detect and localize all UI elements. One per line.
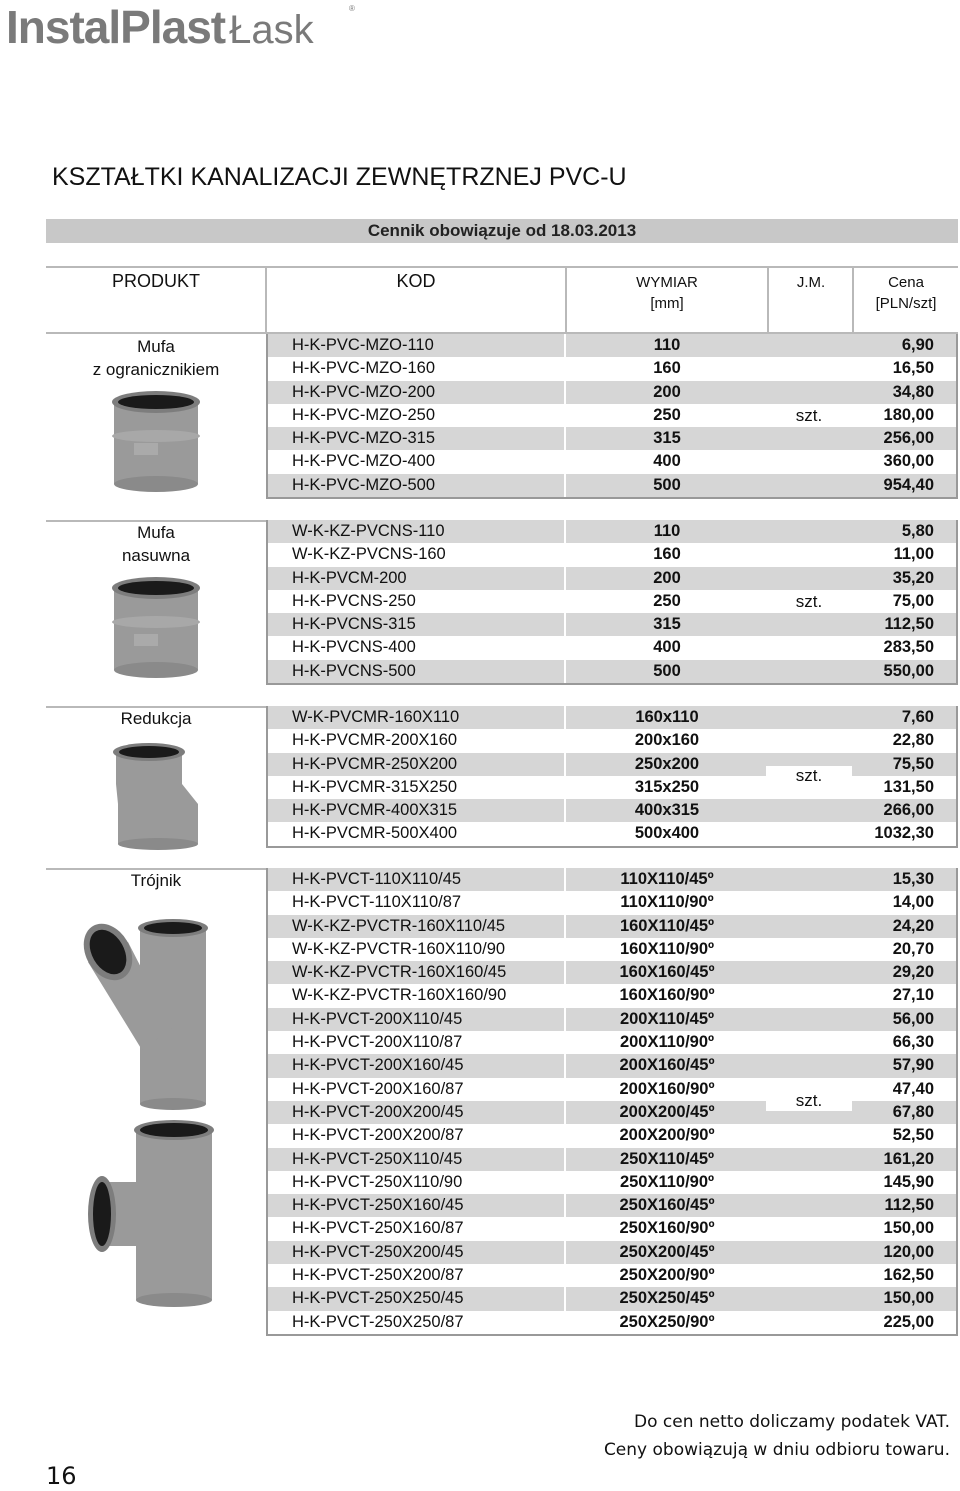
product-price: 27,10 [892, 986, 934, 1005]
logo-city: Łask [229, 8, 314, 52]
product-code: H-K-PVCNS-500 [268, 660, 566, 683]
group-label-line1: Redukcja [120, 709, 192, 728]
table-row [268, 822, 956, 845]
slip-coupling-image [106, 574, 206, 682]
product-price: 1032,30 [874, 824, 934, 843]
table-row [268, 1148, 956, 1171]
product-price: 22,80 [892, 731, 934, 750]
group-bottom-border [266, 1334, 958, 1336]
table-row [268, 357, 956, 380]
table-row [268, 636, 956, 659]
product-code: H-K-PVCT-250X250/87 [268, 1311, 566, 1334]
product-dimension: 500x400 [634, 824, 700, 843]
product-code: H-K-PVCM-200 [268, 567, 566, 590]
product-dimension: 200X160/45º [619, 1056, 715, 1075]
product-code: H-K-PVCT-110X110/45 [268, 868, 566, 891]
product-price: 56,00 [892, 1009, 934, 1028]
unit-cell [768, 799, 854, 822]
table-row [268, 1078, 956, 1101]
product-price: 266,00 [883, 801, 934, 820]
product-dimension: 160X110/90º [619, 939, 715, 958]
product-price: 360,00 [883, 452, 934, 471]
product-dimension: 160X160/90º [619, 986, 715, 1005]
product-code: H-K-PVCT-200X110/87 [268, 1031, 566, 1054]
group-bottom-border [266, 846, 958, 848]
product-dimension: 250X160/45º [619, 1196, 715, 1215]
unit-cell [768, 1124, 854, 1147]
tee-90-image [86, 1110, 226, 1310]
unit-cell [768, 1031, 854, 1054]
table-row [268, 799, 956, 822]
product-price: 162,50 [883, 1266, 934, 1285]
product-code: H-K-PVC-MZO-110 [268, 334, 566, 357]
product-price: 20,70 [892, 939, 934, 958]
unit-cell [768, 427, 854, 450]
footer-validity-note: Ceny obowiązują w dniu odbioru towaru. [603, 1440, 950, 1460]
unit-cell [768, 1008, 854, 1031]
unit-cell [768, 938, 854, 961]
product-code: H-K-PVC-MZO-500 [268, 474, 566, 497]
product-dimension: 110X110/90º [620, 893, 714, 912]
table-row [268, 1054, 956, 1077]
product-price: 161,20 [883, 1149, 934, 1168]
product-price: 283,50 [883, 638, 934, 657]
table-row [268, 984, 956, 1007]
table-row [268, 915, 956, 938]
table-row [268, 474, 956, 497]
product-price: 5,80 [901, 522, 934, 540]
product-code: W-K-KZ-PVCNS-160 [268, 543, 566, 566]
product-code: H-K-PVCNS-400 [268, 636, 566, 659]
coupling-with-stop-image [106, 388, 206, 496]
product-code: H-K-PVCT-250X200/87 [268, 1264, 566, 1287]
table-row [268, 729, 956, 752]
table-row [268, 660, 956, 683]
product-price: 6,90 [901, 336, 934, 354]
header-divider [265, 266, 267, 334]
unit-cell [768, 984, 854, 1007]
product-price: 47,40 [892, 1079, 934, 1098]
group-label [46, 707, 266, 730]
product-dimension: 400 [653, 452, 681, 471]
product-price: 29,20 [892, 963, 934, 982]
unit-cell [768, 520, 854, 543]
product-dimension: 160X160/45º [619, 963, 715, 982]
header-cena: Cena [PLN/szt] [875, 274, 937, 312]
product-dimension: 160x110 [635, 708, 699, 726]
header-wymiar: WYMIAR [mm] [636, 274, 698, 312]
product-dimension: 315 [653, 429, 681, 448]
unit-cell [768, 1194, 854, 1217]
table-row [268, 520, 956, 543]
table-row [268, 381, 956, 404]
product-code: H-K-PVCMR-315X250 [268, 776, 566, 799]
product-price: 66,30 [892, 1033, 934, 1052]
group-label-line1: Mufa [137, 523, 175, 542]
reducer-image [108, 740, 200, 850]
product-dimension: 200 [653, 382, 681, 401]
product-code: W-K-KZ-PVCNS-110 [268, 520, 566, 543]
table-row [268, 1217, 956, 1240]
product-dimension: 250X250/45º [619, 1289, 715, 1308]
unit-cell [768, 660, 854, 683]
product-dimension: 250x200 [634, 754, 700, 773]
product-dimension: 250X200/90º [619, 1266, 715, 1285]
group-rows [266, 334, 958, 497]
product-price: 120,00 [883, 1242, 934, 1261]
unit-cell [768, 961, 854, 984]
product-dimension: 160 [653, 545, 681, 564]
group-rows [266, 868, 958, 1334]
header-produkt: PRODUKT [111, 271, 200, 291]
product-dimension: 500 [653, 661, 681, 680]
product-code: W-K-KZ-PVCTR-160X160/90 [268, 984, 566, 1007]
product-dimension: 200X160/90º [619, 1079, 715, 1098]
unit-label: szt. [766, 766, 852, 786]
product-price: 180,00 [883, 405, 934, 424]
product-price: 15,30 [892, 870, 934, 888]
table-row [268, 450, 956, 473]
unit-cell [768, 1264, 854, 1287]
product-code: H-K-PVC-MZO-400 [268, 450, 566, 473]
product-price: 145,90 [883, 1172, 934, 1191]
product-dimension: 250X250/90º [619, 1312, 715, 1331]
unit-cell [768, 381, 854, 404]
product-code: H-K-PVCT-200X200/45 [268, 1101, 566, 1124]
product-code: H-K-PVCMR-400X315 [268, 799, 566, 822]
product-dimension: 110X110/45º [620, 870, 714, 888]
product-dimension: 500 [653, 475, 681, 494]
unit-cell [768, 567, 854, 590]
table-row [268, 567, 956, 590]
product-code: W-K-KZ-PVCTR-160X160/45 [268, 961, 566, 984]
product-code: H-K-PVC-MZO-200 [268, 381, 566, 404]
footer-vat-note: Do cen netto doliczamy podatek VAT. [634, 1412, 950, 1432]
group-label-line2: z ogranicznikiem [92, 360, 220, 379]
unit-cell [768, 1287, 854, 1310]
group-label-line2: nasuwna [121, 546, 191, 565]
product-dimension: 200X110/90º [619, 1033, 715, 1052]
product-code: H-K-PVCT-110X110/87 [268, 891, 566, 914]
group-rows [266, 706, 958, 846]
page-number: 16 [46, 1462, 77, 1490]
table-row [268, 1171, 956, 1194]
unit-cell [768, 891, 854, 914]
product-price: 24,20 [892, 916, 934, 935]
product-dimension: 315x250 [634, 777, 700, 796]
product-code: H-K-PVCNS-315 [268, 613, 566, 636]
tee-45-image [80, 910, 230, 1110]
unit-cell [768, 822, 854, 845]
validity-banner: Cennik obowiązuje od 18.03.2013 [46, 219, 958, 243]
product-price: 52,50 [892, 1126, 934, 1145]
product-code: W-K-KZ-PVCTR-160X110/45 [268, 915, 566, 938]
product-price: 75,50 [892, 754, 934, 773]
unit-cell [768, 1054, 854, 1077]
product-code: H-K-PVC-MZO-160 [268, 357, 566, 380]
header-kod: KOD [396, 271, 436, 291]
unit-cell [768, 543, 854, 566]
header-divider [767, 266, 769, 334]
product-dimension: 315 [653, 615, 681, 634]
product-price: 550,00 [883, 661, 934, 680]
product-code: H-K-PVCT-250X160/87 [268, 1217, 566, 1240]
product-price: 14,00 [892, 893, 934, 912]
unit-cell [768, 1217, 854, 1240]
table-row [268, 1311, 956, 1334]
product-price: 112,50 [884, 615, 934, 634]
product-code: H-K-PVCT-250X160/45 [268, 1194, 566, 1217]
product-code: H-K-PVC-MZO-315 [268, 427, 566, 450]
product-price: 7,60 [901, 708, 934, 726]
table-row [268, 613, 956, 636]
unit-label: szt. [766, 592, 852, 612]
product-dimension: 250X110/90º [619, 1172, 715, 1191]
table-row [268, 1124, 956, 1147]
product-dimension: 400x315 [634, 801, 700, 820]
product-code: H-K-PVCMR-200X160 [268, 729, 566, 752]
product-dimension: 250 [653, 591, 681, 610]
footer-notes [604, 1408, 950, 1464]
product-dimension: 200X200/45º [619, 1102, 715, 1121]
table-row [268, 1241, 956, 1264]
product-code: H-K-PVCT-250X110/90 [268, 1171, 566, 1194]
product-code: H-K-PVCNS-250 [268, 590, 566, 613]
table-row [268, 868, 956, 891]
header-jm: J.M. [796, 274, 826, 291]
table-row [268, 1008, 956, 1031]
table-row [268, 891, 956, 914]
unit-cell [768, 729, 854, 752]
product-code: H-K-PVCT-250X200/45 [268, 1241, 566, 1264]
brand-logo [6, 0, 355, 53]
product-code: H-K-PVCT-200X200/87 [268, 1124, 566, 1147]
product-price: 954,40 [883, 475, 934, 494]
product-dimension: 110 [653, 522, 681, 540]
product-price: 34,80 [892, 382, 934, 401]
logo-registered-mark: ® [349, 4, 355, 13]
table-row [268, 1287, 956, 1310]
unit-cell [768, 636, 854, 659]
unit-cell [768, 450, 854, 473]
unit-cell [768, 915, 854, 938]
unit-label: szt. [766, 406, 852, 426]
product-dimension: 250X160/90º [619, 1219, 715, 1238]
unit-cell [768, 706, 854, 729]
unit-cell [768, 1241, 854, 1264]
group-bottom-border [266, 683, 958, 685]
product-price: 112,50 [884, 1196, 934, 1215]
product-code: H-K-PVCMR-500X400 [268, 822, 566, 845]
group-bottom-border [266, 497, 958, 499]
product-dimension: 200X110/45º [619, 1009, 715, 1028]
product-dimension: 160X110/45º [619, 916, 715, 935]
header-divider [852, 266, 854, 334]
table-row [268, 404, 956, 427]
product-price: 35,20 [892, 568, 934, 587]
group-label-line1: Mufa [137, 337, 175, 356]
unit-cell [768, 868, 854, 891]
product-dimension: 200x160 [634, 731, 700, 750]
group-label [46, 869, 266, 892]
product-code: H-K-PVCT-200X110/45 [268, 1008, 566, 1031]
product-dimension: 250 [653, 405, 681, 424]
product-code: H-K-PVCT-250X250/45 [268, 1287, 566, 1310]
table-row [268, 334, 956, 357]
group-label-line1: Trójnik [130, 871, 182, 890]
unit-cell [768, 1311, 854, 1334]
product-code: W-K-PVCMR-160X110 [268, 706, 566, 729]
table-row [268, 961, 956, 984]
product-code: H-K-PVCMR-250X200 [268, 753, 566, 776]
header-divider [565, 266, 567, 334]
table-row [268, 753, 956, 776]
product-code: W-K-KZ-PVCTR-160X110/90 [268, 938, 566, 961]
product-code: H-K-PVCT-250X110/45 [268, 1148, 566, 1171]
table-row [268, 427, 956, 450]
table-row [268, 776, 956, 799]
table-row [268, 1264, 956, 1287]
group-rows [266, 520, 958, 683]
product-code: H-K-PVCT-200X160/87 [268, 1078, 566, 1101]
unit-cell [768, 1171, 854, 1194]
product-price: 256,00 [883, 429, 934, 448]
product-price: 150,00 [883, 1289, 934, 1308]
unit-cell [768, 613, 854, 636]
unit-cell [768, 1148, 854, 1171]
page-title: KSZTAŁTKI KANALIZACJI ZEWNĘTRZNEJ PVC-U [52, 163, 627, 191]
product-code: H-K-PVCT-200X160/45 [268, 1054, 566, 1077]
unit-cell [768, 357, 854, 380]
product-dimension: 250X110/45º [619, 1149, 715, 1168]
table-header [46, 266, 958, 334]
product-price: 75,00 [892, 591, 934, 610]
product-dimension: 160 [653, 359, 681, 378]
logo-brand: InstalPlast [6, 1, 226, 53]
product-dimension: 200 [653, 568, 681, 587]
group-label [46, 335, 266, 381]
product-price: 16,50 [892, 359, 934, 378]
table-row [268, 1194, 956, 1217]
table-row [268, 706, 956, 729]
product-dimension: 110 [653, 336, 681, 354]
product-price: 131,50 [883, 777, 934, 796]
unit-cell [768, 334, 854, 357]
product-dimension: 250X200/45º [619, 1242, 715, 1261]
table-row [268, 590, 956, 613]
product-price: 150,00 [883, 1219, 934, 1238]
product-code: H-K-PVC-MZO-250 [268, 404, 566, 427]
table-row [268, 938, 956, 961]
product-price: 11,00 [893, 545, 934, 564]
product-price: 67,80 [892, 1102, 934, 1121]
product-price: 225,00 [883, 1312, 934, 1331]
table-row [268, 543, 956, 566]
table-row [268, 1101, 956, 1124]
table-row [268, 1031, 956, 1054]
product-dimension: 400 [653, 638, 681, 657]
unit-label: szt. [766, 1091, 852, 1111]
unit-cell [768, 474, 854, 497]
group-label [46, 521, 266, 567]
product-price: 57,90 [892, 1056, 934, 1075]
product-dimension: 200X200/90º [619, 1126, 715, 1145]
